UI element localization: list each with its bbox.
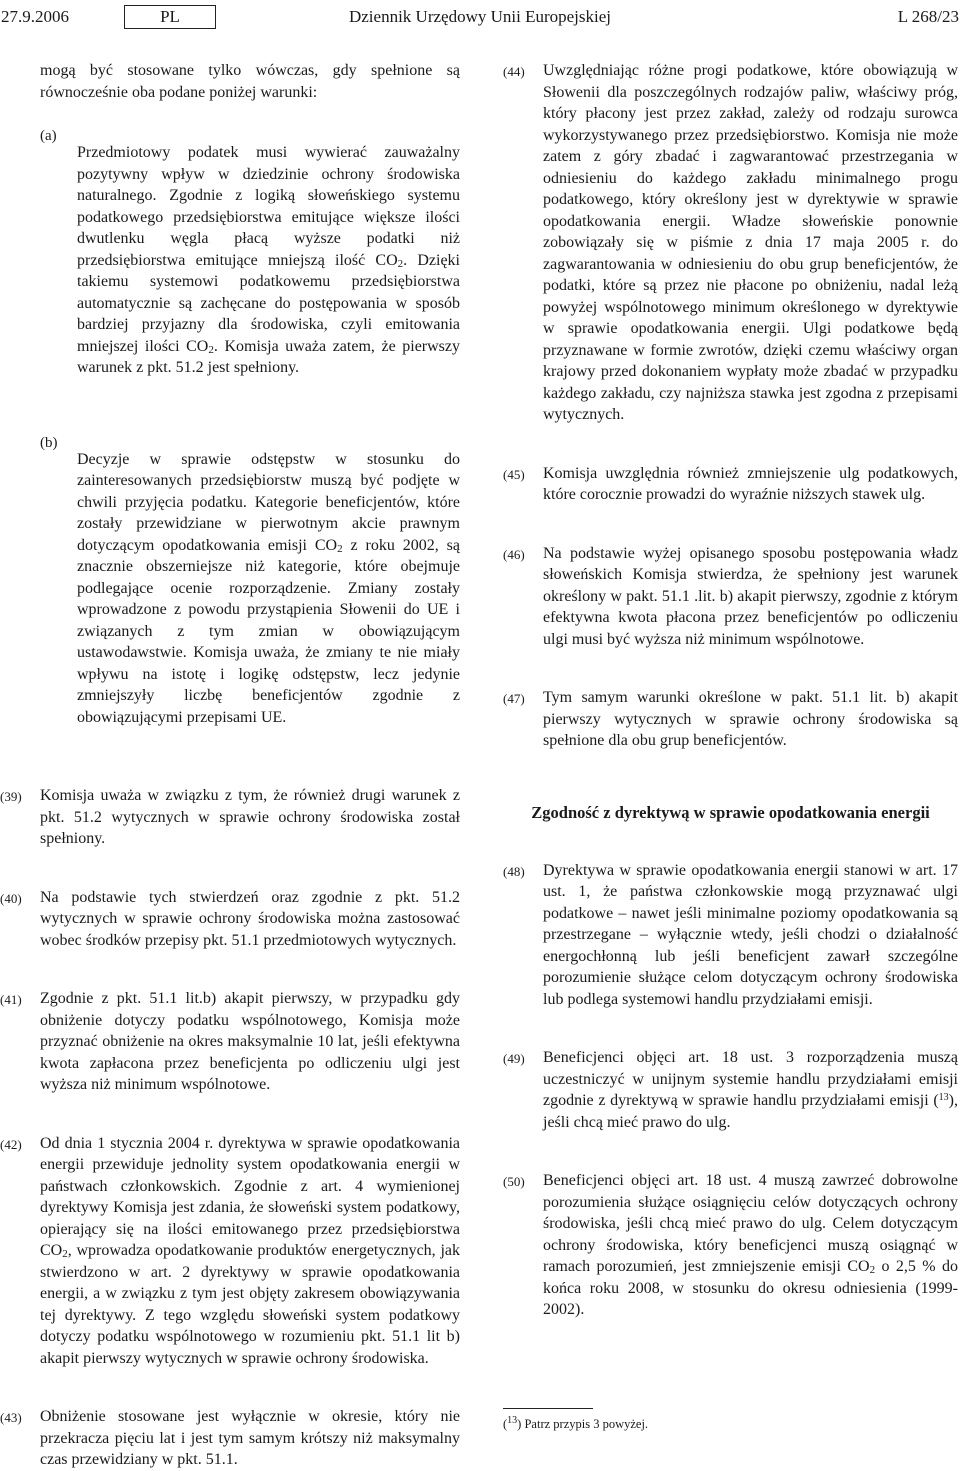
paragraph-text: Beneficjenci objęci art. 18 ust. 3 rozporządzenia muszą uczestniczyć w unijnym systemie handlu przydziałami emisji zgodnie z dyrektywą w sprawie handlu przydziałami emisji ($^{13}$), jeśli chcą mieć prawo do ulg. — [543, 1049, 958, 1131]
intro-paragraph: mogą być stosowane tylko wówczas, gdy spełnione są równocześnie oba podane poniżej warunki: — [40, 62, 460, 101]
paragraph-text: Komisja uwzględnia również zmniejszenie ulg podatkowych, które corocznie prowadzi do wyraźnie niższych stawek ulg. — [543, 464, 958, 503]
condition-text: Decyzje w sprawie odstępstw w stosunku do zainteresowanych przedsiębiorstw muszą być podjęte w chwili przyjęcia podatku. Kategorie beneficjentów, które zostały przewidziane w pierwotnym akcie prawnym dotyczącym opodatkowania emisji $CO_2$ z roku 2002, są znacznie obszerniejsze niż kategorie, które obejmuje podlegające ocenie rozporządzenie. Zmiany zostały wprowadzone z powodu przystąpienia Słowenii do UE i związanych z tym zmian w obowiązującym ustawodawstwie. Komisja uważa, że zmiany te nie miały wpływu na istotę i logikę odstępstw, lecz jedynie zmniejszyły liczbę beneficjentów zgodnie z obowiązującymi przepisami UE. — [77, 450, 460, 726]
paragraph-number: (46) — [503, 546, 525, 562]
page-number: L 268/23 — [897, 7, 959, 26]
page-header — [0, 4, 960, 30]
right-column — [503, 60, 958, 1321]
paragraph-number: (40) — [0, 890, 22, 906]
paragraph-text: Beneficjenci objęci art. 18 ust. 4 muszą zawrzeć dobrowolne porozumienia służące osiągnięciu celów dotyczących ochrony środowiska, jeśli chcą mieć prawo do ulg. Celem dotyczącym ochrony środowiska, który beneficjenci muszą osiągnąć w ramach porozumień, jest zmniejszenie emisji $CO_2$ o 2,5 % do końca roku 2008, w stosunku do okresu odniesienia (1999-2002). — [543, 1172, 959, 1318]
paragraph-number: (42) — [0, 1136, 22, 1152]
condition-a — [40, 126, 460, 395]
paragraph-43 — [0, 1406, 460, 1471]
paragraph-number: (44) — [503, 64, 525, 79]
paragraph-text: Zgodnie z pkt. 51.1 lit.b) akapit pierwszy, w przypadku gdy obniżenie dotyczy podatku wspólnotowego, Komisja może przyznać obniżenie na okres maksymalnie 10 lat, jeśli efektywna kwota zapłacona przez beneficjenta po odliczeniu ulgi jest wyższa niż minimum wspólnotowe. — [40, 990, 460, 1093]
paragraph-text: Tym samym warunki określone w pakt. 51.1 lit. b) akapit pierwszy wytycznych w sprawie ochrony środowiska są spełnione dla obu grup beneficjentów. — [543, 689, 958, 749]
left-column — [0, 60, 461, 1471]
paragraph-47 — [503, 687, 958, 752]
paragraph-number: (41) — [0, 992, 22, 1007]
paragraph-number: (39) — [0, 789, 22, 804]
paragraph-48 — [503, 860, 958, 1011]
paragraph-text: Od dnia 1 stycznia 2004 r. dyrektywa w sprawie opodatkowania energii przewiduje jednolity system opodatkowania energii w państwach członkowskich. Zgodnie z art. 4 wymienionej dyrektywy Komisja jest zdania, że słoweński system podatkowy, opierający się na ilości emitowanego przez przedsiębiorstwa $CO_2$, wprowadza opodatkowanie produktów energetycznych, jak stwierdzono w art. 2 dyrektywy w sprawie opodatkowania energii, a w związku z tym jest objęty zakresem obowiązywania tej dyrektywy. Z tego względu słoweński system podatkowy dotyczy podatku wspólnotowego w rozumieniu pkt. 51.1 lit b) akapit pierwszy wytycznych w sprawie ochrony środowiska. — [40, 1134, 460, 1367]
paragraph-text: Na podstawie wyżej opisanego sposobu postępowania władz słoweńskich Komisja stwierdza, że spełniony jest warunek określony w pakt. 51.1 .lit. b) akapit pierwszy, zgodnie z którym efektywna kwota płacona przez beneficjentów po odliczeniu ulgi musi być wyższa niż minimum wspólnotowe. — [543, 544, 958, 648]
footnote-ref: 13 — [938, 1092, 949, 1103]
paragraph-40 — [0, 887, 460, 952]
condition-b — [40, 433, 460, 745]
journal-title: Dziennik Urzędowy Unii Europejskiej — [348, 7, 611, 26]
language-badge: PL — [124, 5, 216, 29]
paragraph-number: (48) — [503, 863, 525, 879]
paragraph-number: (50) — [503, 1174, 525, 1189]
paragraph-44 — [503, 60, 958, 426]
paragraph-text: Na podstawie tych stwierdzeń oraz zgodnie z pkt. 51.2 wytycznych w sprawie ochrony środowiska można zastosować wobec środków przepisy pkt. 51.1 przedmiotowych wytycznych. — [40, 888, 460, 949]
footnote: ($^{13}$) Patrz przypis 3 powyżej. — [503, 1415, 649, 1431]
paragraph-50 — [503, 1170, 958, 1321]
condition-text: Przedmiotowy podatek musi wywierać zauważalny pozytywny wpływ w dziedzinie ochrony środowiska naturalnego. Zgodnie z logiką słoweńskiego systemu podatkowego przedsiębiorstwa emitujące większe ilości dwutlenku węgla płacą wyższe podatki niż przedsiębiorstwa emitujące mniejszą ilość $CO_2$. Dzięki takiemu systemowi podatkowemu przedsiębiorstwa automatycznie są zachęcane do postępowania w sposób bardziej przyjazny dla środowiska, czyli emitowania mniejszej ilości $CO_2$. Komisja uważa zatem, że pierwszy warunek z pkt. 51.2 jest spełniony. — [77, 144, 461, 376]
paragraph-42 — [0, 1133, 460, 1370]
section-heading: Zgodność z dyrektywą w sprawie opodatkowania energii — [531, 802, 930, 822]
paragraph-41 — [0, 988, 460, 1096]
paragraph-39 — [0, 785, 460, 850]
paragraph-text: Uwzględniając różne progi podatkowe, które obowiązują w Słowenii dla poszczególnych rodzajów paliw, właściwy próg, który płacony jest przez zakład, zależy od rodzaju surowca wykorzystywanego przez przedsiębiorstwo. Komisja nie może zatem z góry zbadać i zagwarantować przestrzegania w odniesieniu do każdego zakładu minimalnego progu podatkowego, który określony jest w dyrektywie w sprawie opodatkowania energii. Władze słoweńskie ponownie zobowiązały się w piśmie z dnia 17 maja 2005 r. do zagwarantowania w odniesieniu do obu grup beneficjentów, że podatki, które są przez nie płacone po obniżeniu, nadal leżą powyżej wspólnotowego minimum określonego w dyrektywie w sprawie opodatkowania energii. Ulgi podatkowe będą przyznawane w formie zwrotów, dzięki czemu właściwy organ krajowy przed dokonaniem wypłaty może zbadać w przypadku każdego zakładu, czy najniższa stawka jest zgodna z przepisami wytycznych. — [543, 62, 958, 423]
publication-date: 27.9.2006 — [1, 7, 69, 26]
paragraph-46 — [503, 543, 958, 651]
paragraph-number: (47) — [503, 691, 525, 706]
footnote-text: Patrz przypis 3 powyżej. — [521, 1417, 649, 1431]
footnote-number: 13 — [507, 1415, 518, 1426]
condition-label: (a) — [40, 128, 57, 144]
paragraph-number: (45) — [503, 466, 525, 482]
paragraph-number: (43) — [0, 1410, 22, 1425]
paragraph-text: Komisja uważa w związku z tym, że również drugi warunek z pkt. 51.2 wytycznych w sprawie ochrony środowiska został spełniony. — [40, 787, 460, 847]
paragraph-text: Obniżenie stosowane jest wyłącznie w okresie, który nie przekracza pięciu lat i jest tym samym krótszy niż maksymalny czas przewidziany w pkt. 51.1. — [40, 1408, 460, 1468]
condition-label: (b) — [40, 434, 58, 451]
footnote-divider — [503, 1408, 593, 1409]
paragraph-45 — [503, 463, 958, 506]
paragraph-number: (49) — [503, 1051, 525, 1066]
paragraph-49 — [503, 1047, 958, 1133]
paragraph-text: Dyrektywa w sprawie opodatkowania energii stanowi w art. 17 ust. 1, że państwa członkowskie mogą przyznawać ulgi podatkowe – nawet jeśli minimalne poziomy opodatkowania są przestrzegane – wyłącznie wtedy, jeśli chodzi o działalność energochłonną lub jeśli beneficjent zawarł szczególne porozumienie służące celom dotyczącym ochrony środowiska lub podlega systemowi handlu przydziałami emisji. — [543, 861, 958, 1008]
